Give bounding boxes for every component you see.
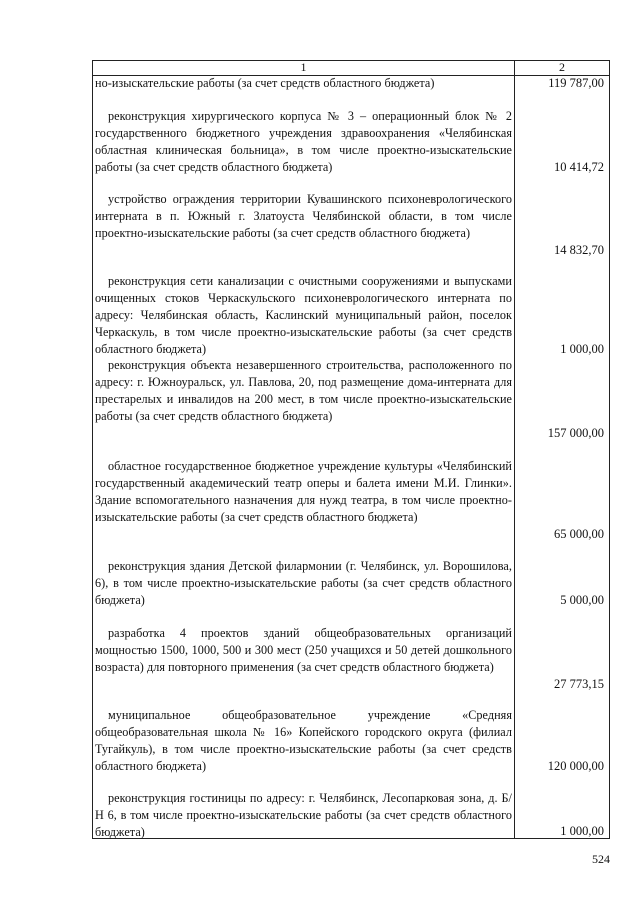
row-description: областное государственное бюджетное учреждение культуры «Челябинский государственный академический театр оперы и балета имени М.И. Глинки». Здание вспомогательного назначения для нужд театра, в том числе проектно-изыскательские работы (за счет средств областного бюджета) — [95, 459, 512, 524]
row-amount: 120 000,00 — [547, 759, 604, 773]
row-description: устройство ограждения территории Кувашинского психоневрологического интерната в п. Южный г. Златоуста Челябинской области, в том числе проектно-изыскательские работы (за счет средств областного бюджета) — [95, 192, 512, 240]
column-1-header: 1 — [300, 60, 307, 74]
row-amount: 119 787,00 — [548, 76, 604, 90]
row-description: реконструкция хирургического корпуса № 3 – операционный блок № 2 государственного бюджетного учреждения здравоохранения «Челябинская областная клиническая больница», в том числе проектно-изыскательские работы (за счет средств областного бюджета) — [95, 109, 512, 174]
budget-table — [92, 60, 610, 839]
table-header — [93, 61, 609, 76]
row-amount: 5 000,00 — [560, 593, 604, 607]
column-divider — [514, 61, 515, 838]
row-amount: 10 414,72 — [554, 160, 604, 174]
row-description: но-изыскательские работы (за счет средств областного бюджета) — [95, 76, 435, 90]
column-2-header: 2 — [559, 60, 565, 74]
row-amount: 14 832,70 — [554, 243, 604, 257]
page-number: 524 — [592, 852, 610, 866]
row-description: муниципальное общеобразовательное учреждение «Средняя общеобразовательная школа № 16» Копейского городского округа (филиал Тугайкуль), в том числе проектно-изыскательские работы (за счет средств областного бюджета) — [95, 708, 512, 773]
row-amount: 1 000,00 — [560, 342, 604, 356]
row-amount: 27 773,15 — [554, 677, 604, 691]
row-amount: 65 000,00 — [554, 527, 604, 541]
row-description: реконструкция сети канализации с очистными сооружениями и выпусками очищенных стоков Черкаскульского психоневрологического интерната по адресу: Челябинская область, Каслинский муниципальный район, поселок Черкаскуль, в том числе проектно-изыскательские работы (за счет средств областного бюджета) — [95, 274, 512, 356]
row-description: реконструкция объекта незавершенного строительства, расположенного по адресу: г. Южноуральск, ул. Павлова, 20, под размещение дома-интерната для престарелых и инвалидов на 200 мест, в том числе проектно-изыскательские работы (за счет средств областного бюджета) — [95, 358, 512, 423]
row-description: реконструкция здания Детской филармонии (г. Челябинск, ул. Ворошилова, 6), в том числе проектно-изыскательские работы (за счет средств областного бюджета) — [95, 559, 512, 607]
row-description: разработка 4 проектов зданий общеобразовательных организаций мощностью 1500, 1000, 500 и 300 мест (250 учащихся и 50 детей дошкольного возраста) для повторного применения (за счет средств областного бюджета) — [95, 626, 512, 674]
row-description: реконструкция гостиницы по адресу: г. Челябинск, Лесопарковая зона, д. Б/Н 6, в том числе проектно-изыскательские работы (за счет средств областного бюджета) — [95, 791, 512, 839]
row-amount: 1 000,00 — [560, 824, 604, 838]
row-amount: 157 000,00 — [547, 426, 604, 440]
